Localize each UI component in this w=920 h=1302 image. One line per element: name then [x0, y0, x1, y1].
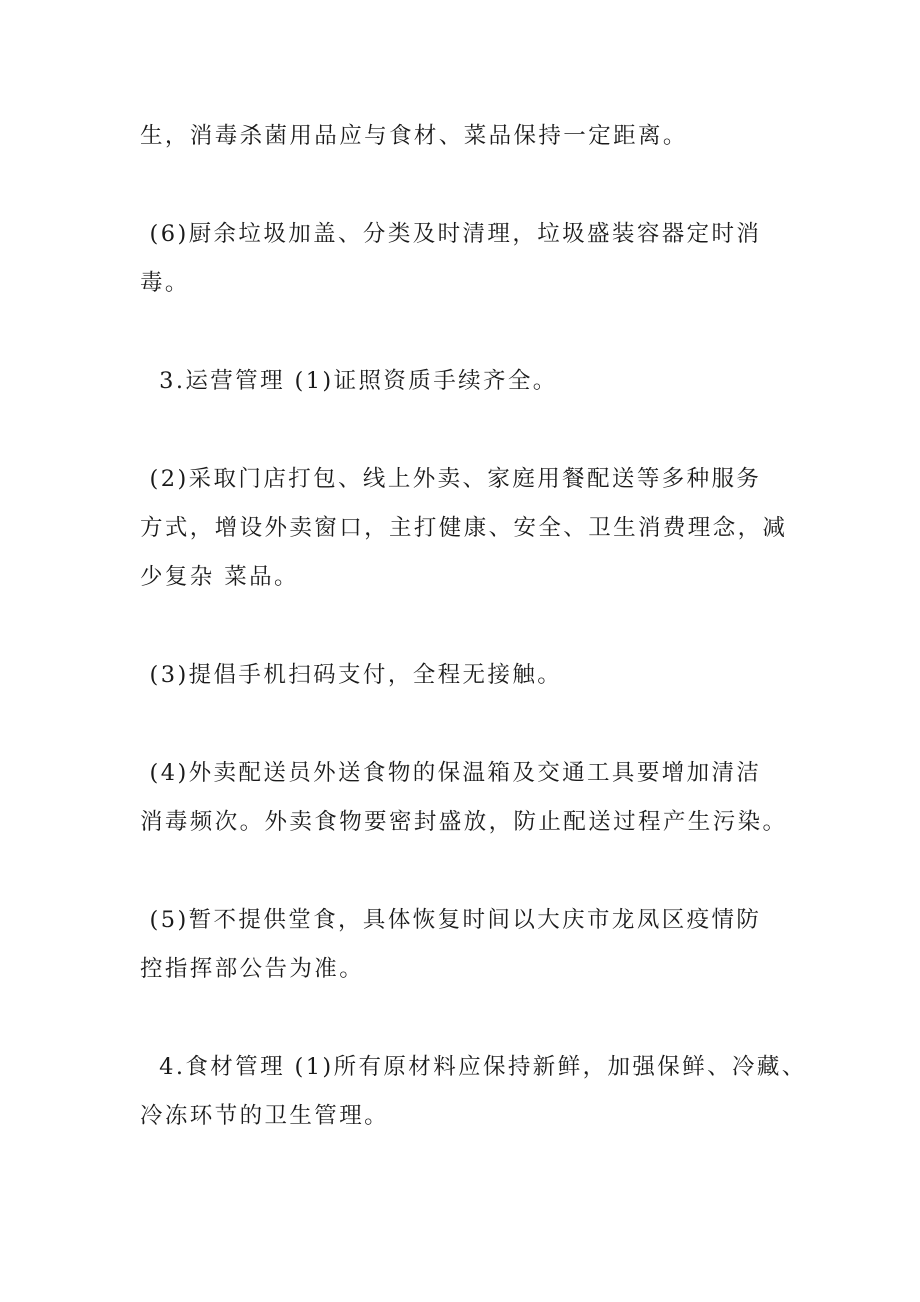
text-line: 生，消毒杀菌用品应与食材、菜品保持一定距离。 [140, 123, 688, 149]
text-line: 4.食材管理 (1)所有原材料应保持新鲜，加强保鲜、冷藏、 [140, 1054, 807, 1080]
text-line: (4)外卖配送员外送食物的保温箱及交通工具要增加清洁 [140, 760, 762, 786]
text-line: 3.运营管理 (1)证照资质手续齐全。 [140, 368, 558, 394]
text-line: (5)暂不提供堂食，具体恢复时间以大庆市龙凤区疫情防 [140, 907, 762, 933]
text-line: 冷冻环节的卫生管理。 [140, 1103, 390, 1129]
text-line: (2)采取门店打包、线上外卖、家庭用餐配送等多种服务 [140, 466, 762, 492]
text-line: 毒。 [140, 270, 190, 296]
text-line: 方式，增设外卖窗口，主打健康、安全、卫生消费理念，减 [140, 515, 788, 541]
text-line: (3)提倡手机扫码支付，全程无接触。 [140, 662, 563, 688]
text-line: 少复杂 菜品。 [140, 564, 299, 590]
text-line: 消毒频次。外卖食物要密封盛放，防止配送过程产生污染。 [140, 809, 788, 835]
text-line: (6)厨余垃圾加盖、分类及时清理，垃圾盛装容器定时消 [140, 221, 762, 247]
text-line: 控指挥部公告为准。 [140, 956, 365, 982]
